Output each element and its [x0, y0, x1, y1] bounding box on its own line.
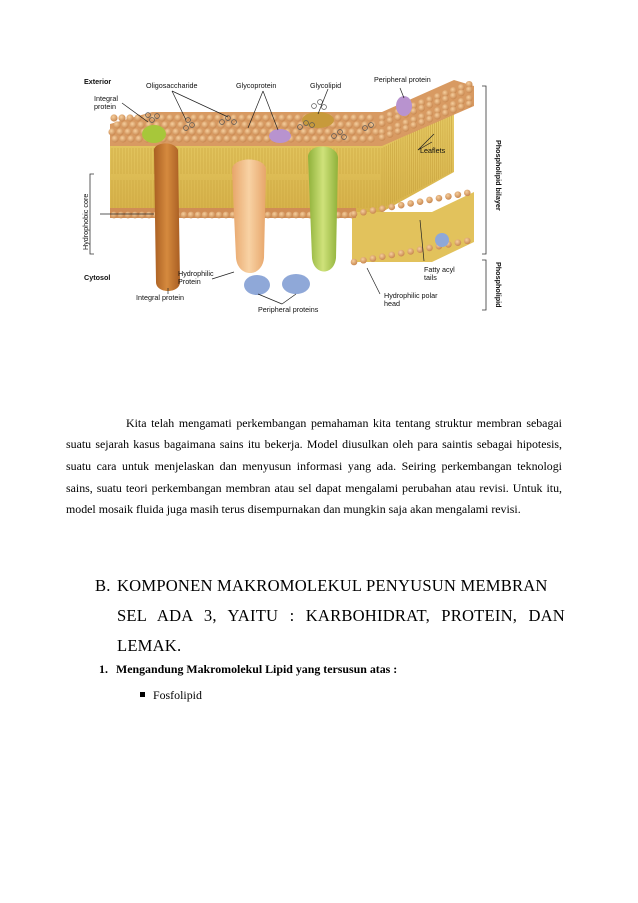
phospholipid-head [126, 114, 133, 121]
phospholipid-head [387, 131, 394, 138]
blue-peripheral-protein-right [435, 233, 449, 247]
label-fatty-acyl-2: tails [424, 273, 437, 282]
phospholipid-head [334, 114, 341, 121]
phospholipid-head [300, 212, 307, 219]
phospholipid-head [359, 135, 366, 142]
phospholipid-head [398, 202, 405, 209]
phospholipid-head [262, 114, 269, 121]
phospholipid-head [342, 114, 349, 121]
label-phospholipid: Phospholipid [494, 262, 503, 308]
phospholipid-head [353, 121, 360, 128]
phospholipid-head [426, 245, 433, 252]
label-leaflets: Leaflets [420, 146, 446, 155]
phospholipid-head [265, 121, 272, 128]
phospholipid-head [379, 253, 386, 260]
phospholipid-head [220, 128, 227, 135]
phospholipid-head [387, 117, 394, 124]
phospholipid-head [223, 212, 230, 219]
phospholipid-head [281, 121, 288, 128]
phospholipid-head [278, 114, 285, 121]
phospholipid-head [110, 114, 117, 121]
phospholipid-head [394, 128, 401, 135]
phospholipid-head [135, 135, 142, 142]
phospholipid-head [455, 239, 462, 246]
phospholipid-head [364, 128, 371, 135]
cell-membrane-figure [82, 62, 502, 324]
label-peripheral-protein: Peripheral protein [374, 75, 431, 84]
phospholipid-head [233, 121, 240, 128]
subheading-number: 1. [99, 662, 108, 676]
phospholipid-head [118, 212, 125, 219]
phospholipid-head [127, 135, 134, 142]
phospholipid-head [458, 104, 465, 111]
phospholipid-head [434, 113, 441, 120]
phospholipid-head [308, 128, 315, 135]
label-integral-protein-top-1: Integral [94, 94, 118, 103]
phospholipid-head [228, 128, 235, 135]
body-paragraph [66, 413, 562, 521]
phospholipid-head [458, 90, 465, 97]
heading-line-3: LEMAK. [117, 636, 182, 655]
phospholipid-head [161, 121, 168, 128]
phospholipid-head [379, 205, 386, 212]
phospholipid-head [183, 135, 190, 142]
phospholipid-head [209, 212, 216, 219]
phospholipid-head [265, 212, 272, 219]
phospholipid-head [293, 212, 300, 219]
phospholipid-head [190, 114, 197, 121]
phospholipid-head [466, 100, 473, 107]
heading-line-2: SEL ADA 3, YAITU : KARBOHIDRAT, PROTEIN, DAN [117, 606, 565, 625]
phospholipid-head [257, 121, 264, 128]
phospholipid-head [351, 259, 358, 266]
phospholipid-head [426, 197, 433, 204]
phospholipid-head [327, 135, 334, 142]
phospholipid-head [167, 135, 174, 142]
phospholipid-head [132, 128, 139, 135]
integral-protein-brown [154, 143, 180, 291]
phospholipid-head [360, 209, 367, 216]
phospholipid-head [139, 212, 146, 219]
phospholipid-head [230, 114, 237, 121]
phospholipid-head [450, 107, 457, 114]
label-oligosaccharide: Oligosaccharide [146, 81, 198, 90]
phospholipid-head [450, 93, 457, 100]
phospholipid-head [216, 212, 223, 219]
label-hydrophilic-protein-1: Hydrophilic [178, 269, 214, 278]
phospholipid-head [295, 135, 302, 142]
phospholipid-head [207, 135, 214, 142]
purple-peripheral-protein [269, 129, 291, 143]
green-protein-cap [142, 125, 166, 143]
label-hydrophilic-polar-1: Hydrophilic polar [384, 291, 438, 300]
phospholipid-head [206, 114, 213, 121]
label-hydrophilic-protein-2: Protein [178, 277, 201, 286]
subheading-text: Mengandung Makromolekul Lipid yang tersusun atas : [116, 662, 398, 676]
phospholipid-head [442, 110, 449, 117]
phospholipid-head [196, 128, 203, 135]
phospholipid-head [174, 114, 181, 121]
phospholipid-head [195, 212, 202, 219]
label-cytosol: Cytosol [84, 273, 111, 282]
phospholipid-head [169, 121, 176, 128]
phospholipid-head [252, 128, 259, 135]
phospholipid-head [300, 128, 307, 135]
square-bullet-icon [140, 692, 145, 697]
bullet-text: Fosfolipid [153, 688, 202, 702]
phospholipid-head [342, 212, 349, 219]
blue-peripheral-protein-left [244, 275, 270, 295]
phospholipid-head [294, 114, 301, 121]
phospholipid-head [418, 119, 425, 126]
phospholipid-head [215, 135, 222, 142]
phospholipid-head [172, 128, 179, 135]
phospholipid-head [204, 128, 211, 135]
phospholipid-head [356, 128, 363, 135]
phospholipid-head [286, 212, 293, 219]
phospholipid-head [260, 128, 267, 135]
phospholipid-head [209, 121, 216, 128]
phospholipid-head [201, 121, 208, 128]
bullet-item [140, 688, 202, 703]
heading-letter: B. [95, 576, 111, 595]
phospholipid-head [137, 121, 144, 128]
phospholipid-head [244, 128, 251, 135]
phospholipid-head [111, 135, 118, 142]
phospholipid-head [146, 212, 153, 219]
phospholipid-head [394, 114, 401, 121]
phospholipid-head [212, 128, 219, 135]
phospholipid-head [351, 211, 358, 218]
phospholipid-head [410, 122, 417, 129]
phospholipid-head [417, 198, 424, 205]
phospholipid-head [279, 212, 286, 219]
purple-peripheral-protein-top [396, 96, 412, 116]
label-glycolipid: Glycolipid [310, 81, 342, 90]
phospholipid-head [324, 128, 331, 135]
phospholipid-head [175, 135, 182, 142]
phospholipid-head [202, 212, 209, 219]
hydrophilic-protein-peach [232, 160, 266, 274]
phospholipid-head [398, 250, 405, 257]
phospholipid-head [254, 114, 261, 121]
phospholipid-head [111, 212, 118, 219]
phospholipid-head [292, 128, 299, 135]
label-glycoprotein: Glycoprotein [236, 81, 277, 90]
phospholipid-head [113, 121, 120, 128]
phospholipid-head [319, 135, 326, 142]
phospholipid-head [199, 135, 206, 142]
phospholipid-head [372, 128, 379, 135]
phospholipid-head [350, 114, 357, 121]
phospholipid-head [188, 128, 195, 135]
label-hydrophilic-polar-2: head [384, 299, 400, 308]
label-exterior: Exterior [84, 77, 112, 86]
phospholipid-head [129, 121, 136, 128]
phospholipid-head [166, 114, 173, 121]
phospholipid-head [241, 121, 248, 128]
phospholipid-head [379, 120, 386, 127]
label-fatty-acyl-1: Fatty acyl [424, 265, 455, 274]
label-hydrophobic-core: Hydrophobic core [81, 193, 90, 250]
phospholipid-head [124, 128, 131, 135]
phospholipid-head [464, 190, 471, 197]
phospholipid-head [289, 121, 296, 128]
phospholipid-head [119, 135, 126, 142]
phospholipid-head [247, 135, 254, 142]
phospholipid-head [464, 238, 471, 245]
phospholipid-head [116, 128, 123, 135]
phospholipid-head [445, 193, 452, 200]
phospholipid-head [434, 99, 441, 106]
phospholipid-head [367, 135, 374, 142]
phospholipid-head [370, 255, 377, 262]
phospholipid-head [366, 114, 373, 121]
phospholipid-head [455, 191, 462, 198]
phospholipid-head [407, 248, 414, 255]
phospholipid-head [418, 105, 425, 112]
phospholipid-head [217, 121, 224, 128]
section-heading [95, 571, 565, 661]
phospholipid-head [286, 114, 293, 121]
phospholipid-head [272, 212, 279, 219]
fluid-mosaic-diagram [82, 62, 502, 324]
phospholipid-head [239, 135, 246, 142]
phospholipid-head [388, 252, 395, 259]
glycoprotein-green [308, 146, 338, 271]
phospholipid-head [337, 121, 344, 128]
phospholipid-head [466, 86, 473, 93]
phospholipid-head [118, 114, 125, 121]
heading-line-1: KOMPONEN MAKROMOLEKUL PENYUSUN MEMBRAN [117, 576, 548, 595]
phospholipid-head [426, 116, 433, 123]
phospholipid-head [379, 134, 386, 141]
phospholipid-head [351, 135, 358, 142]
phospholipid-head [108, 128, 115, 135]
phospholipid-head [436, 195, 443, 202]
phospholipid-head [311, 135, 318, 142]
label-integral-protein-bottom: Integral protein [136, 293, 184, 302]
phospholipid-head [236, 128, 243, 135]
phospholipid-head [246, 114, 253, 121]
phospholipid-head [348, 128, 355, 135]
phospholipid-head [370, 207, 377, 214]
phospholipid-head [198, 114, 205, 121]
phospholipid-head [134, 114, 141, 121]
phospholipid-head [231, 135, 238, 142]
phospholipid-head [303, 135, 310, 142]
phospholipid-head [255, 135, 262, 142]
blue-peripheral-protein-mid [282, 274, 310, 294]
phospholipid-head [388, 204, 395, 211]
phospholipid-head [121, 121, 128, 128]
phospholipid-head [125, 212, 132, 219]
phospholipid-head [360, 257, 367, 264]
paragraph-text: Kita telah mengamati perkembangan pemahaman kita tentang struktur membran sebagai suatu sejarah kasus bagaimana sains itu bekerja. Model diusulkan oleh para saintis sebagai hipotesis, suatu cara untuk menjelaskan dan menyusun informasi yang ada. Seiring perkembangan teknologi sains, suatu teori perkembangan membran atau sel dapat mengalami perubahan atau revisi. Untuk itu, model mosaik fluida juga masih terus disempurnakan dan mungkin saja akan mengalami revisi. [66, 415, 562, 517]
phospholipid-head [316, 128, 323, 135]
phospholipid-head [407, 200, 414, 207]
label-phospholipid-bilayer: Phospholipid bilayer [494, 140, 503, 211]
phospholipid-head [223, 135, 230, 142]
phospholipid-head [181, 212, 188, 219]
phospholipid-head [188, 212, 195, 219]
phospholipid-head [442, 96, 449, 103]
label-integral-protein-top-2: protein [94, 102, 116, 111]
phospholipid-head [191, 135, 198, 142]
phospholipid-head [402, 125, 409, 132]
phospholipid-head [238, 114, 245, 121]
label-peripheral-proteins: Peripheral proteins [258, 305, 319, 314]
phospholipid-head [132, 212, 139, 219]
phospholipid-head [358, 114, 365, 121]
subheading [99, 662, 397, 677]
phospholipid-head [345, 121, 352, 128]
phospholipid-head [426, 102, 433, 109]
